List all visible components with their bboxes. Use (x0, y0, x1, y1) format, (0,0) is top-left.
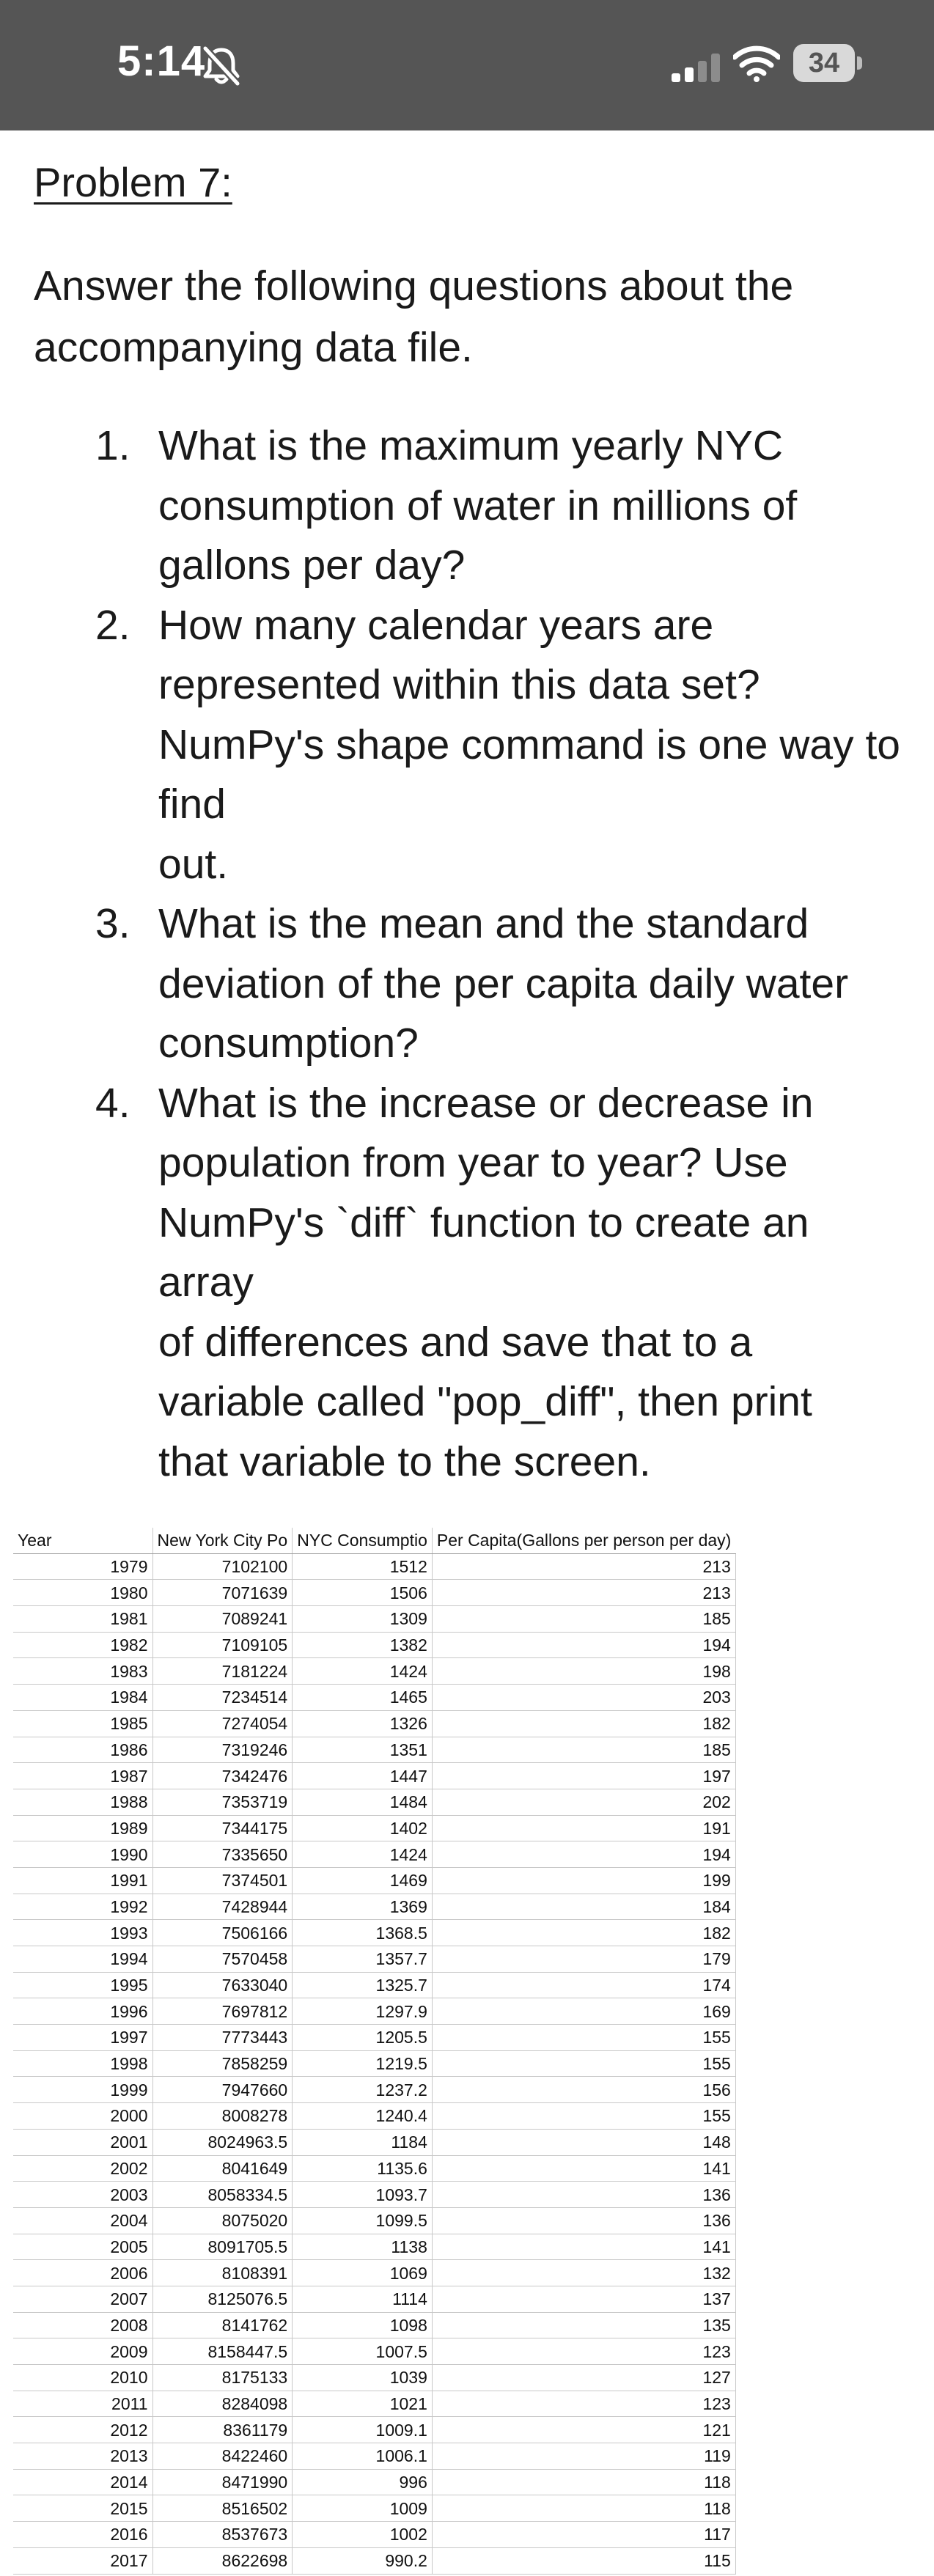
cell-consumption: 1006.1 (293, 2443, 433, 2470)
cell-consumption: 1069 (293, 2260, 433, 2286)
cell-population: 7858259 (152, 2050, 293, 2077)
table-row (13, 1920, 735, 1946)
cell-consumption: 1240.4 (293, 2103, 433, 2130)
cell-population: 8175133 (152, 2365, 293, 2391)
cell-per-capita: 199 (432, 1867, 735, 1894)
cell-year: 2003 (13, 2182, 152, 2208)
table-row (13, 1685, 735, 1711)
cell-population: 8622698 (152, 2547, 293, 2574)
cell-per-capita: 155 (432, 2025, 735, 2051)
cell-population: 7570458 (152, 1946, 293, 1973)
cell-year: 2001 (13, 2129, 152, 2155)
question-item (0, 416, 934, 596)
table-row (13, 2155, 735, 2182)
header-row (13, 1528, 735, 1553)
cell-consumption: 1402 (293, 1815, 433, 1841)
cell-year: 1990 (13, 1841, 152, 1868)
cell-consumption: 1237.2 (293, 2077, 433, 2103)
cell-year: 2014 (13, 2469, 152, 2495)
question-item (0, 1074, 934, 1493)
cell-per-capita: 179 (432, 1946, 735, 1973)
question-item (0, 894, 934, 1074)
header-cell-population: New York City Po (152, 1528, 293, 1553)
data-spreadsheet (13, 1528, 736, 2575)
cell-year: 1984 (13, 1685, 152, 1711)
cell-year: 2008 (13, 2312, 152, 2338)
cell-year: 2010 (13, 2365, 152, 2391)
table-row (13, 2495, 735, 2522)
cell-per-capita: 213 (432, 1553, 735, 1580)
question-line: NumPy's shape command is one way to (158, 721, 901, 768)
cell-consumption: 1099.5 (293, 2207, 433, 2234)
cell-per-capita: 127 (432, 2365, 735, 2391)
cell-consumption: 1424 (293, 1658, 433, 1685)
cell-per-capita: 123 (432, 2391, 735, 2417)
cell-consumption: 1368.5 (293, 1920, 433, 1946)
table-row (13, 2234, 735, 2260)
table-row (13, 2522, 735, 2548)
cell-consumption: 1205.5 (293, 2025, 433, 2051)
question-line: consumption? (158, 1020, 419, 1067)
cell-consumption: 1297.9 (293, 1998, 433, 2025)
cell-per-capita: 156 (432, 2077, 735, 2103)
status-bar (0, 0, 934, 130)
cell-consumption: 1093.7 (293, 2182, 433, 2208)
cell-population: 7102100 (152, 1553, 293, 1580)
table-row (13, 2103, 735, 2130)
cell-per-capita: 155 (432, 2103, 735, 2130)
cell-consumption: 1114 (293, 2286, 433, 2312)
cellular-signal-icon (670, 53, 723, 82)
table-row (13, 1737, 735, 1763)
question-number: 1. (95, 422, 130, 469)
table-row (13, 1972, 735, 1998)
question-line: of differences and save that to a (158, 1318, 753, 1366)
cell-consumption: 1135.6 (293, 2155, 433, 2182)
cell-population: 7428944 (152, 1894, 293, 1920)
table-row (13, 1998, 735, 2025)
cell-consumption: 1009.1 (293, 2417, 433, 2443)
table-row (13, 2417, 735, 2443)
bell-slash-icon (199, 45, 243, 87)
cell-population: 7342476 (152, 1763, 293, 1789)
question-line: that variable to the screen. (158, 1438, 651, 1485)
cell-population: 8516502 (152, 2495, 293, 2522)
cell-population: 7633040 (152, 1972, 293, 1998)
cell-per-capita: 197 (432, 1763, 735, 1789)
cell-per-capita: 148 (432, 2129, 735, 2155)
header-cell-consumption: NYC Consumptio (293, 1528, 433, 1553)
cell-per-capita: 185 (432, 1606, 735, 1633)
cell-year: 1991 (13, 1867, 152, 1894)
table-row (13, 2365, 735, 2391)
header-cell-per-capita: Per Capita(Gallons per person per day) (432, 1528, 735, 1553)
cell-year: 1989 (13, 1815, 152, 1841)
cell-year: 2006 (13, 2260, 152, 2286)
cell-per-capita: 169 (432, 1998, 735, 2025)
cell-population: 8422460 (152, 2443, 293, 2470)
table-row (13, 1553, 735, 1580)
table-row (13, 2286, 735, 2312)
cell-year: 1986 (13, 1737, 152, 1763)
table-row (13, 2207, 735, 2234)
question-line: gallons per day? (158, 542, 466, 589)
cell-per-capita: 123 (432, 2338, 735, 2365)
table-row (13, 2182, 735, 2208)
cell-consumption: 1512 (293, 1553, 433, 1580)
cell-consumption: 1309 (293, 1606, 433, 1633)
question-number: 3. (95, 900, 130, 947)
cell-consumption: 1447 (293, 1763, 433, 1789)
table-row (13, 2547, 735, 2574)
cell-consumption: 1219.5 (293, 2050, 433, 2077)
cell-year: 1980 (13, 1580, 152, 1606)
cell-population: 7506166 (152, 1920, 293, 1946)
cell-year: 2011 (13, 2391, 152, 2417)
cell-population: 7947660 (152, 2077, 293, 2103)
cell-consumption: 1007.5 (293, 2338, 433, 2365)
cell-per-capita: 121 (432, 2417, 735, 2443)
cell-year: 2015 (13, 2495, 152, 2522)
question-number: 4. (95, 1079, 130, 1127)
cell-consumption: 1325.7 (293, 1972, 433, 1998)
cell-consumption: 1002 (293, 2522, 433, 2548)
cell-population: 7773443 (152, 2025, 293, 2051)
cell-population: 8058334.5 (152, 2182, 293, 2208)
cell-year: 2012 (13, 2417, 152, 2443)
cell-per-capita: 182 (432, 1920, 735, 1946)
cell-consumption: 1039 (293, 2365, 433, 2391)
cell-per-capita: 174 (432, 1972, 735, 1998)
cell-year: 2002 (13, 2155, 152, 2182)
question-line: out. (158, 840, 229, 888)
table-row (13, 1789, 735, 1815)
cell-per-capita: 182 (432, 1710, 735, 1737)
cell-year: 2013 (13, 2443, 152, 2470)
cell-consumption: 1424 (293, 1841, 433, 1868)
cell-population: 7109105 (152, 1632, 293, 1658)
cell-per-capita: 194 (432, 1841, 735, 1868)
cell-per-capita: 202 (432, 1789, 735, 1815)
cell-year: 1982 (13, 1632, 152, 1658)
wifi-icon (733, 45, 780, 82)
cell-year: 1979 (13, 1553, 152, 1580)
cell-population: 7374501 (152, 1867, 293, 1894)
table-row (13, 2443, 735, 2470)
table-row (13, 2312, 735, 2338)
cell-population: 8108391 (152, 2260, 293, 2286)
question-line: variable called "pop_diff", then print (158, 1378, 812, 1425)
cell-population: 7319246 (152, 1737, 293, 1763)
cell-per-capita: 141 (432, 2155, 735, 2182)
cell-population: 8091705.5 (152, 2234, 293, 2260)
cell-per-capita: 198 (432, 1658, 735, 1685)
cell-per-capita: 141 (432, 2234, 735, 2260)
cell-per-capita: 135 (432, 2312, 735, 2338)
table-row (13, 2050, 735, 2077)
cell-year: 1997 (13, 2025, 152, 2051)
cell-population: 8008278 (152, 2103, 293, 2130)
question-item (0, 596, 934, 895)
cell-year: 2017 (13, 2547, 152, 2574)
cell-consumption: 996 (293, 2469, 433, 2495)
table-row (13, 2025, 735, 2051)
question-line: What is the mean and the standard (158, 900, 809, 947)
question-line: find (158, 781, 226, 828)
cell-year: 2016 (13, 2522, 152, 2548)
cell-consumption: 1138 (293, 2234, 433, 2260)
cell-per-capita: 185 (432, 1737, 735, 1763)
cell-population: 7089241 (152, 1606, 293, 1633)
cell-population: 8361179 (152, 2417, 293, 2443)
cell-per-capita: 119 (432, 2443, 735, 2470)
cell-consumption: 1326 (293, 1710, 433, 1737)
table-row (13, 1710, 735, 1737)
cell-population: 8537673 (152, 2522, 293, 2548)
table-row (13, 1606, 735, 1633)
cell-consumption: 1021 (293, 2391, 433, 2417)
cell-consumption: 1506 (293, 1580, 433, 1606)
cell-year: 2005 (13, 2234, 152, 2260)
intro-line: accompanying data file. (34, 324, 473, 371)
table-row (13, 1815, 735, 1841)
cell-year: 2004 (13, 2207, 152, 2234)
cell-population: 7234514 (152, 1685, 293, 1711)
cell-consumption: 1357.7 (293, 1946, 433, 1973)
table-row (13, 1841, 735, 1868)
cell-population: 7353719 (152, 1789, 293, 1815)
table-row (13, 1632, 735, 1658)
table-row (13, 1580, 735, 1606)
cell-per-capita: 132 (432, 2260, 735, 2286)
cell-consumption: 1469 (293, 1867, 433, 1894)
cell-consumption: 1098 (293, 2312, 433, 2338)
cell-population: 7344175 (152, 1815, 293, 1841)
question-line: array (158, 1259, 254, 1306)
cell-year: 1992 (13, 1894, 152, 1920)
cell-population: 7697812 (152, 1998, 293, 2025)
cell-per-capita: 213 (432, 1580, 735, 1606)
cell-per-capita: 137 (432, 2286, 735, 2312)
question-line: What is the maximum yearly NYC (158, 422, 784, 469)
cell-per-capita: 194 (432, 1632, 735, 1658)
question-line: represented within this data set? (158, 661, 760, 708)
question-number: 2. (95, 601, 130, 649)
cell-year: 2000 (13, 2103, 152, 2130)
header-cell-year: Year (13, 1528, 152, 1553)
question-line: population from year to year? Use (158, 1139, 788, 1186)
table-row (13, 2338, 735, 2365)
cell-population: 8141762 (152, 2312, 293, 2338)
cell-population: 8471990 (152, 2469, 293, 2495)
cell-per-capita: 191 (432, 1815, 735, 1841)
cell-per-capita: 203 (432, 1685, 735, 1711)
cell-population: 8075020 (152, 2207, 293, 2234)
cell-year: 1994 (13, 1946, 152, 1973)
cell-per-capita: 155 (432, 2050, 735, 2077)
cell-consumption: 1369 (293, 1894, 433, 1920)
table-row (13, 1946, 735, 1973)
intro-line: Answer the following questions about the (34, 262, 794, 309)
cell-per-capita: 118 (432, 2469, 735, 2495)
question-line: What is the increase or decrease in (158, 1079, 814, 1127)
cell-population: 8125076.5 (152, 2286, 293, 2312)
battery-level: 34 (808, 48, 840, 78)
table-row (13, 1894, 735, 1920)
cell-population: 8041649 (152, 2155, 293, 2182)
cell-population: 7335650 (152, 1841, 293, 1868)
cell-per-capita: 136 (432, 2182, 735, 2208)
cell-consumption: 1465 (293, 1685, 433, 1711)
cell-year: 1993 (13, 1920, 152, 1946)
cell-per-capita: 184 (432, 1894, 735, 1920)
cell-per-capita: 115 (432, 2547, 735, 2574)
table-row (13, 1867, 735, 1894)
table-row (13, 2391, 735, 2417)
table-row (13, 1763, 735, 1789)
cell-population: 7181224 (152, 1658, 293, 1685)
cell-year: 1995 (13, 1972, 152, 1998)
question-list (0, 416, 934, 1492)
cell-consumption: 1484 (293, 1789, 433, 1815)
cell-consumption: 1184 (293, 2129, 433, 2155)
question-line: deviation of the per capita daily water (158, 960, 849, 1007)
cell-year: 1999 (13, 2077, 152, 2103)
cell-population: 8024963.5 (152, 2129, 293, 2155)
cell-population: 8284098 (152, 2391, 293, 2417)
question-line: NumPy's `diff` function to create an (158, 1199, 809, 1246)
cell-year: 1985 (13, 1710, 152, 1737)
cell-per-capita: 136 (432, 2207, 735, 2234)
problem-intro (34, 255, 899, 378)
cell-year: 1988 (13, 1789, 152, 1815)
table-row (13, 1658, 735, 1685)
question-line: How many calendar years are (158, 601, 714, 649)
table-row (13, 2260, 735, 2286)
cell-year: 1981 (13, 1606, 152, 1633)
cell-per-capita: 117 (432, 2522, 735, 2548)
cell-consumption: 1351 (293, 1737, 433, 1763)
cell-population: 7274054 (152, 1710, 293, 1737)
cell-year: 1998 (13, 2050, 152, 2077)
cell-per-capita: 118 (432, 2495, 735, 2522)
cell-year: 1987 (13, 1763, 152, 1789)
problem-title: Problem 7: (34, 159, 232, 205)
table-row (13, 2077, 735, 2103)
table-row (13, 2469, 735, 2495)
cell-year: 2009 (13, 2338, 152, 2365)
cell-population: 8158447.5 (152, 2338, 293, 2365)
cell-consumption: 1382 (293, 1632, 433, 1658)
cell-year: 2007 (13, 2286, 152, 2312)
cell-population: 7071639 (152, 1580, 293, 1606)
cell-consumption: 990.2 (293, 2547, 433, 2574)
battery-icon (793, 44, 864, 82)
table-row (13, 2129, 735, 2155)
cell-consumption: 1009 (293, 2495, 433, 2522)
question-line: consumption of water in millions of (158, 482, 798, 529)
cell-year: 1996 (13, 1998, 152, 2025)
cell-year: 1983 (13, 1658, 152, 1685)
status-time: 5:14 (117, 37, 206, 85)
